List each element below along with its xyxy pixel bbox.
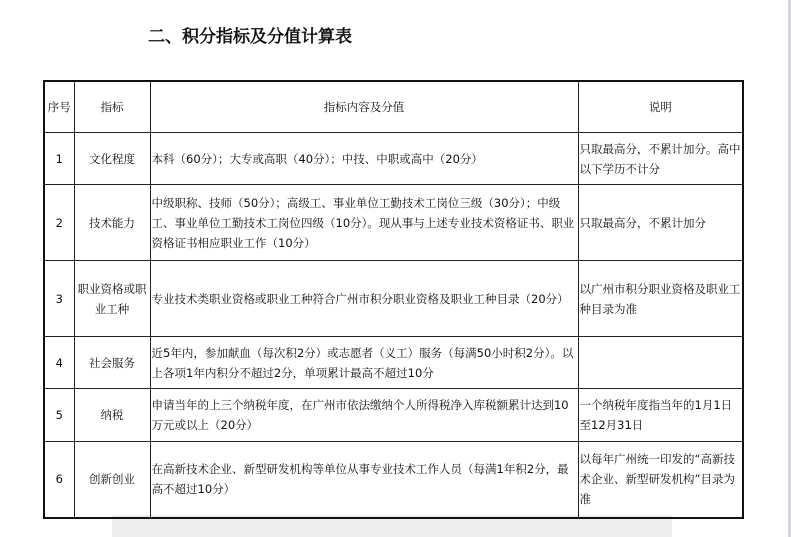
table-row (44, 185, 743, 261)
table-row (44, 442, 743, 518)
row-indicator: 社会服务 (74, 337, 150, 389)
page-title: 二、积分指标及分值计算表 (148, 27, 352, 47)
row-content: 中级职称、技师（50分）；高级工、事业单位工勤技术工岗位三级（30分）；中级工、事业单位工勤技术工岗位四级（10分）。现从事与上述专业技术资格证书、职业资格证书相应职业工作（10分） (150, 185, 578, 261)
header-indicator: 指标 (74, 81, 150, 133)
table-row (44, 261, 743, 337)
row-number: 3 (44, 261, 74, 337)
row-indicator: 职业资格或职业工种 (74, 261, 150, 337)
row-note: 以广州市积分职业资格及职业工种目录为准 (578, 261, 743, 337)
row-note: 只取最高分，不累计加分。高中以下学历不计分 (578, 133, 743, 185)
row-content: 在高新技术企业、新型研发机构等单位从事专业技术工作人员（每满1年积2分，最高不超过10分） (150, 442, 578, 518)
header-content: 指标内容及分值 (150, 81, 578, 133)
row-note: 以每年广州统一印发的“高新技术企业、新型研发机构”目录为准 (578, 442, 743, 518)
row-number: 5 (44, 389, 74, 442)
row-note: 只取最高分，不累计加分 (578, 185, 743, 261)
table-row (44, 389, 743, 442)
row-content: 本科（60分）；大专或高职（40分）；中技、中职或高中（20分） (150, 133, 578, 185)
row-indicator: 纳税 (74, 389, 150, 442)
table-row (44, 133, 743, 185)
row-note (578, 337, 743, 389)
row-number: 1 (44, 133, 74, 185)
row-number: 4 (44, 337, 74, 389)
table-row (44, 337, 743, 389)
score-table (43, 80, 744, 519)
row-note: 一个纳税年度指当年的1月1日至12月31日 (578, 389, 743, 442)
row-indicator: 技术能力 (74, 185, 150, 261)
row-content: 近5年内，参加献血（每次积2分）或志愿者（义工）服务（每满50小时积2分）。以上各项1年内积分不超过2分，单项累计最高不超过10分 (150, 337, 578, 389)
header-no: 序号 (44, 81, 74, 133)
header-note: 说明 (578, 81, 743, 133)
row-content: 申请当年的上三个纳税年度，在广州市依法缴纳个人所得税净入库税额累计达到10万元或以上（20分） (150, 389, 578, 442)
row-number: 2 (44, 185, 74, 261)
row-indicator: 文化程度 (74, 133, 150, 185)
table-header-row (44, 81, 743, 133)
row-content: 专业技术类职业资格或职业工种符合广州市积分职业资格及职业工种目录（20分） (150, 261, 578, 337)
row-number: 6 (44, 442, 74, 518)
row-indicator: 创新创业 (74, 442, 150, 518)
